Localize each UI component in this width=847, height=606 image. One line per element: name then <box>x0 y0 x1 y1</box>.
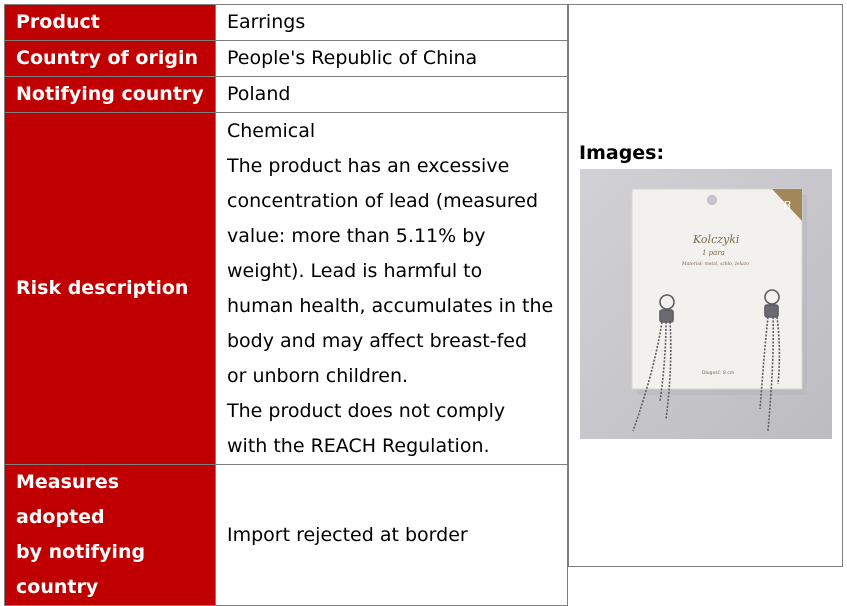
card-material: Materiał: metal, szkło, żelazo <box>682 262 749 267</box>
risk-line: concentration of lead (measured <box>227 189 539 212</box>
measures-adopted-value: Import rejected at border <box>216 465 568 606</box>
risk-line: weight). Lead is harmful to <box>227 259 483 282</box>
images-label: Images: <box>579 142 665 164</box>
measures-label-line: Measures adopted <box>16 471 120 528</box>
notifying-country-value: Poland <box>216 77 568 113</box>
measures-adopted-label <box>5 465 216 606</box>
table-row <box>5 77 568 113</box>
table-row <box>5 465 568 606</box>
country-of-origin-label: Country of origin <box>5 41 216 77</box>
risk-description-label: Risk description <box>5 113 216 465</box>
earrings-card-image <box>580 169 832 439</box>
notifying-country-label: Notifying country <box>5 77 216 113</box>
risk-line: value: more than 5.11% by <box>227 224 486 247</box>
product-photo <box>580 169 832 439</box>
risk-line: The product does not comply <box>227 399 506 422</box>
risk-line: or unborn children. <box>227 364 409 387</box>
risk-line: The product has an excessive <box>227 154 510 177</box>
risk-line: body and may affect breast-fed <box>227 329 528 352</box>
measures-label-line: by notifying <box>16 541 146 563</box>
table-row <box>5 113 568 465</box>
images-panel <box>568 4 843 567</box>
measures-label-line: country <box>16 576 99 598</box>
table-row <box>5 41 568 77</box>
country-of-origin-value: People's Republic of China <box>216 41 568 77</box>
product-label: Product <box>5 5 216 41</box>
info-table <box>4 4 568 606</box>
risk-line: Chemical <box>227 119 316 142</box>
risk-description-value <box>216 113 568 465</box>
risk-line: human health, accumulates in the <box>227 294 554 317</box>
product-value: Earrings <box>216 5 568 41</box>
table-row <box>5 5 568 41</box>
card-length: Długość: 8 cm <box>702 371 735 376</box>
card-subtitle: 1 para <box>702 249 725 257</box>
risk-line: with the REACH Regulation. <box>227 434 490 457</box>
brand-mark: B <box>783 199 792 212</box>
card-title: Kolczyki <box>693 233 740 246</box>
